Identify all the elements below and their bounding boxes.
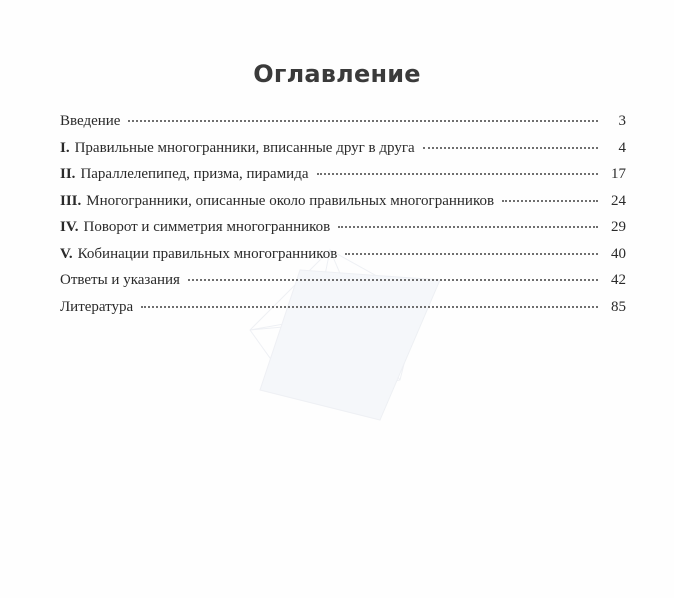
toc-entry-page: 85 [611, 298, 626, 315]
toc-dot-leader [317, 173, 599, 175]
toc-dot-leader [338, 226, 598, 228]
toc-dot-leader [423, 147, 598, 149]
toc-entry-page: 4 [618, 139, 626, 156]
toc-entry-introduction [60, 108, 626, 135]
toc-entry-chapter-2 [60, 161, 626, 188]
toc-entry-page: 17 [611, 166, 626, 182]
toc-entry-label: Параллелепипед, призма, пирамида [80, 166, 309, 182]
toc-entry-label: Поворот и симметрия многогранников [83, 219, 331, 235]
toc-dot-leader [188, 279, 598, 281]
toc-entry-literature [60, 294, 626, 321]
toc-entry-label: Многогранники, описанные около правильных многогранников [86, 192, 495, 209]
toc-entry-label: Введение [60, 113, 121, 129]
toc-dot-leader [128, 120, 598, 122]
table-of-contents [60, 108, 626, 320]
toc-entry-chapter-1 [60, 135, 626, 162]
toc-entry-page: 3 [618, 113, 626, 129]
toc-dot-leader [345, 253, 598, 255]
toc-dot-leader [502, 200, 598, 202]
toc-entry-number: IV. [60, 219, 79, 235]
page-title: Оглавление [253, 60, 421, 88]
toc-entry-page: 42 [611, 272, 626, 288]
toc-entry-page: 24 [611, 192, 626, 209]
toc-entry-number: I. [60, 139, 70, 156]
toc-entry-number: II. [60, 166, 76, 182]
toc-entry-label: Ответы и указания [60, 272, 180, 288]
toc-entry-chapter-4 [60, 214, 626, 241]
toc-entry-page: 29 [611, 219, 626, 235]
toc-entry-answers [60, 267, 626, 294]
toc-entry-chapter-5 [60, 241, 626, 268]
toc-dot-leader [141, 306, 598, 308]
toc-entry-number: III. [60, 192, 82, 209]
toc-entry-label: Кобинации правильных многогранников [77, 245, 338, 262]
toc-entry-label: Литература [60, 298, 134, 315]
toc-entry-page: 40 [611, 245, 626, 262]
toc-entry-chapter-3 [60, 188, 626, 215]
toc-entry-number: V. [60, 245, 73, 262]
toc-entry-label: Правильные многогранники, вписанные друг в друга [74, 139, 415, 156]
